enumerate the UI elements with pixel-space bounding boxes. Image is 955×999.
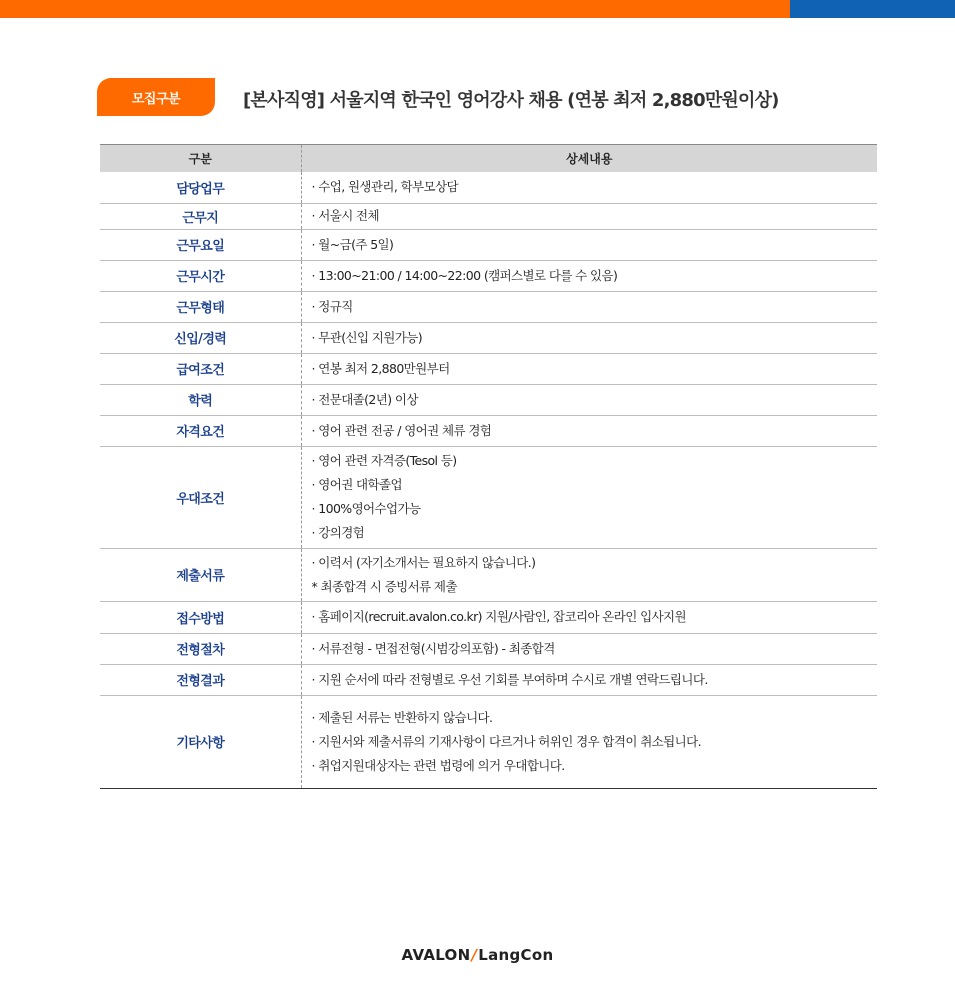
row-value [301,664,877,695]
row-value-line: · 홈페이지(recruit.avalon.co.kr) 지원/사람인, 잡코리아 온라인 입사지원 [311,609,687,624]
table-row [100,601,877,633]
row-label: 근무요일 [100,229,301,260]
row-label: 접수방법 [100,601,301,633]
row-value [301,353,877,384]
table-row [100,353,877,384]
row-label: 급여조건 [100,353,301,384]
logo-langcon: LangCon [478,946,554,964]
row-label: 기타사항 [100,695,301,788]
row-label: 담당업무 [100,172,301,203]
row-label: 우대조건 [100,446,301,548]
top-bar-blue [790,0,955,18]
row-label: 자격요건 [100,415,301,446]
row-value [301,291,877,322]
row-value [301,601,877,633]
table-row [100,446,877,548]
logo-avalon: AVALON [401,946,471,964]
row-value-line: · 100%영어수업가능 [311,501,421,516]
row-value [301,446,877,548]
row-value [301,548,877,601]
row-label: 근무형태 [100,291,301,322]
row-label: 전형결과 [100,664,301,695]
row-value [301,695,877,788]
table-row [100,415,877,446]
footer-logo [0,946,955,964]
header-details: 상세내용 [301,145,877,173]
row-label: 신입/경력 [100,322,301,353]
table-row [100,664,877,695]
row-value-line: · 영어 관련 자격증(Tesol 등) [311,453,457,468]
table-row [100,172,877,203]
top-bar-orange [0,0,790,18]
row-value-line: · 서울시 전체 [311,208,379,223]
table-row [100,260,877,291]
row-value-line: · 강의경험 [311,525,365,540]
table-row [100,548,877,601]
table-row [100,322,877,353]
row-value-line: · 지원 순서에 따라 전형별로 우선 기회를 부여하며 수시로 개별 연락드립니다. [311,671,708,687]
row-value-line: · 연봉 최저 2,880만원부터 [311,360,450,376]
row-value-line: * 최종합격 시 증빙서류 제출 [311,578,457,594]
row-value [301,229,877,260]
row-value [301,172,877,203]
row-value [301,633,877,664]
row-value-line: · 영어 관련 전공 / 영어권 체류 경험 [311,422,492,438]
row-value-line: · 이력서 (자기소개서는 필요하지 않습니다.) [311,554,536,570]
table-row [100,633,877,664]
row-label: 근무시간 [100,260,301,291]
row-value [301,415,877,446]
row-label: 제출서류 [100,548,301,601]
row-value [301,260,877,291]
row-value [301,322,877,353]
row-value-line: · 영어권 대학졸업 [311,477,402,492]
table-row [100,384,877,415]
job-info-table [100,144,877,789]
row-value-line: · 지원서와 제출서류의 기재사항이 다르거나 허위인 경우 합격이 취소됩니다. [311,733,701,749]
row-value-line: · 서류전형 - 면접전형(시범강의포함) - 최종합격 [311,640,555,656]
table-row [100,291,877,322]
table-row [100,229,877,260]
table-body [100,172,877,788]
table-header-row [100,145,877,173]
row-label: 전형절차 [100,633,301,664]
row-value-line: · 13:00~21:00 / 14:00~22:00 (캠퍼스별로 다를 수 있음) [311,267,618,283]
category-badge: 모집구분 [97,78,215,116]
row-label: 근무지 [100,203,301,229]
table-row [100,695,877,788]
row-value-line: · 취업지원대상자는 관련 법령에 의거 우대합니다. [311,757,565,773]
row-value-line: · 제출된 서류는 반환하지 않습니다. [311,709,493,725]
row-label: 학력 [100,384,301,415]
row-value-line: · 무관(신입 지원가능) [311,329,422,345]
row-value-line: · 전문대졸(2년) 이상 [311,391,418,407]
top-color-bar [0,0,955,18]
row-value-line: · 수업, 원생관리, 학부모상담 [311,179,458,195]
header-category: 구분 [100,145,301,173]
row-value [301,203,877,229]
table-row [100,203,877,229]
logo-slash-icon: / [471,946,478,964]
row-value-line: · 정규직 [311,298,353,314]
row-value-line: · 월~금(주 5일) [311,236,394,252]
page-title: [본사직영] 서울지역 한국인 영어강사 채용 (연봉 최저 2,880만원이상) [243,90,779,111]
row-value [301,384,877,415]
